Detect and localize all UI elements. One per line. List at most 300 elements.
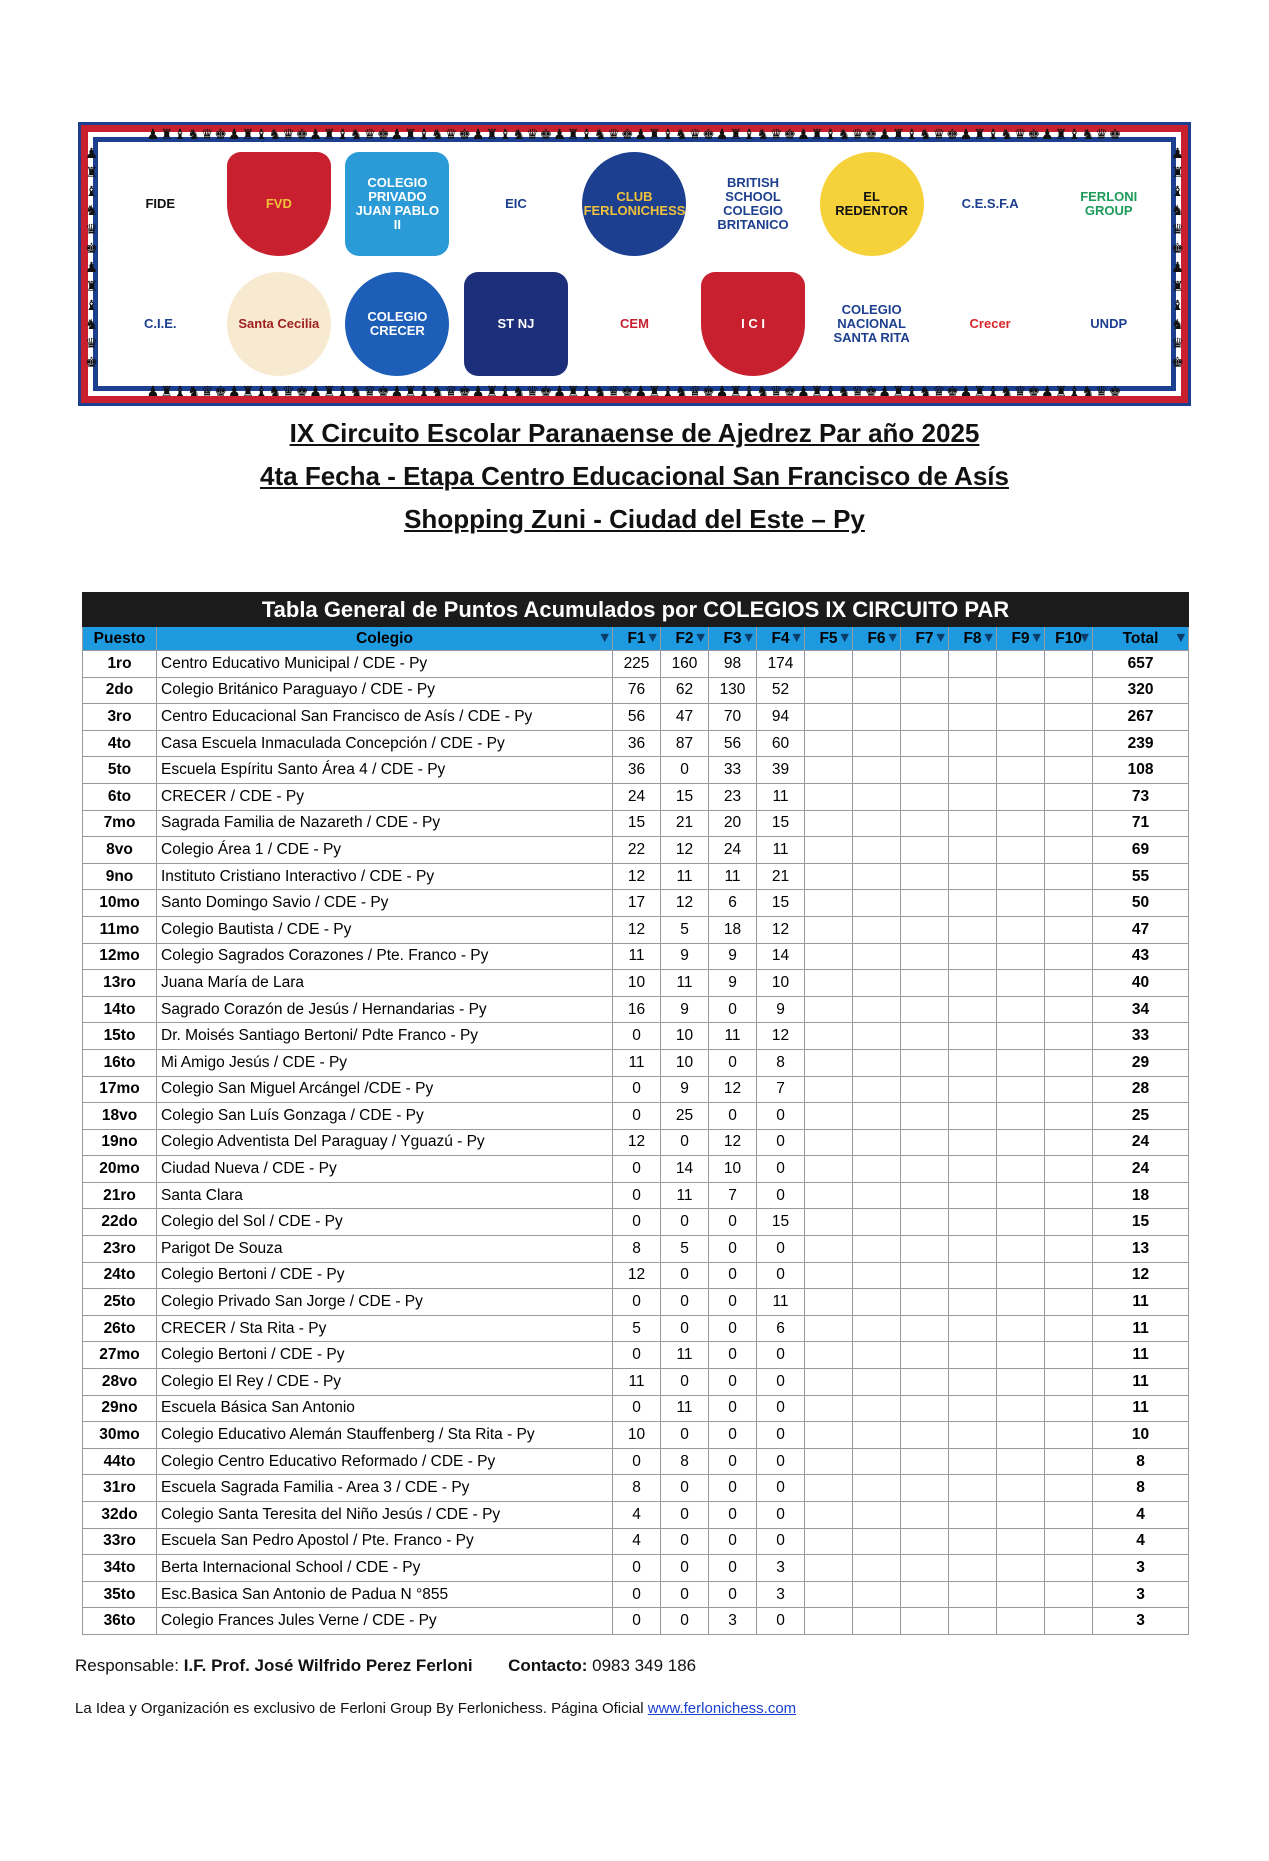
table-row — [83, 1103, 1189, 1130]
points-f2-cell: 11 — [661, 970, 709, 997]
column-header-f4[interactable] — [757, 627, 805, 651]
colegio-crecer-cde-logo — [342, 267, 453, 381]
points-f10-cell — [1045, 1608, 1093, 1635]
points-f6-cell — [853, 1049, 901, 1076]
points-f8-cell — [949, 1289, 997, 1316]
escuela-inmaculada-logo-text: EIC — [464, 152, 568, 256]
column-header-label: Colegio — [356, 629, 413, 647]
school-cell: Escuela Espíritu Santo Área 4 / CDE - Py — [157, 757, 613, 784]
points-f7-cell — [901, 651, 949, 678]
points-f1-cell: 0 — [613, 1076, 661, 1103]
santa-rita-logo — [816, 267, 927, 381]
table-row — [83, 890, 1189, 917]
points-f8-cell — [949, 1049, 997, 1076]
filter-dropdown-icon[interactable]: ▼ — [600, 631, 609, 644]
points-f7-cell — [901, 1502, 949, 1529]
rank-cell: 15to — [83, 1023, 157, 1050]
total-cell: 12 — [1093, 1262, 1189, 1289]
club-ferlonichess-logo-text: CLUB FERLONICHESS — [582, 152, 686, 256]
school-cell: Colegio Educativo Alemán Stauffenberg / Sta Rita - Py — [157, 1422, 613, 1449]
points-f9-cell — [997, 1395, 1045, 1422]
points-f4-cell: 3 — [757, 1581, 805, 1608]
juan-pablo-ii-logo — [342, 147, 453, 261]
points-f6-cell — [853, 1156, 901, 1183]
points-f1-cell: 0 — [613, 1342, 661, 1369]
column-header-f8[interactable] — [949, 627, 997, 651]
points-f7-cell — [901, 1103, 949, 1130]
total-cell: 108 — [1093, 757, 1189, 784]
points-f7-cell — [901, 757, 949, 784]
filter-dropdown-icon[interactable]: ▼ — [936, 631, 945, 644]
total-cell: 11 — [1093, 1315, 1189, 1342]
points-f9-cell — [997, 863, 1045, 890]
points-f8-cell — [949, 757, 997, 784]
points-f10-cell — [1045, 863, 1093, 890]
rank-cell: 21ro — [83, 1182, 157, 1209]
points-f2-cell: 11 — [661, 863, 709, 890]
points-f3-cell: 0 — [709, 1315, 757, 1342]
total-cell: 11 — [1093, 1369, 1189, 1396]
column-header-colegio[interactable] — [157, 627, 613, 651]
column-header-total[interactable] — [1093, 627, 1189, 651]
rank-cell: 8vo — [83, 837, 157, 864]
filter-dropdown-icon[interactable]: ▼ — [1176, 631, 1186, 644]
points-f10-cell — [1045, 704, 1093, 731]
fide-logo — [105, 147, 216, 261]
points-f3-cell: 70 — [709, 704, 757, 731]
table-row — [83, 1502, 1189, 1529]
points-f2-cell: 87 — [661, 730, 709, 757]
school-cell: Escuela Sagrada Familia - Area 3 / CDE - Py — [157, 1475, 613, 1502]
cie-logo-text: C.I.E. — [108, 272, 212, 376]
points-f5-cell — [805, 783, 853, 810]
santa-cecilia-logo — [224, 267, 335, 381]
column-header-label: F1 — [627, 629, 646, 647]
points-f8-cell — [949, 1555, 997, 1582]
points-f10-cell — [1045, 1315, 1093, 1342]
table-row — [83, 730, 1189, 757]
chess-pieces-border-bottom: ♟♜♝♞♛♚♟♜♝♞♛♚♟♜♝♞♛♚♟♜♝♞♛♚♟♜♝♞♛♚♟♜♝♞♛♚♟♜♝♞♛♚♟♜♝♞♛♚♟♜♝♞♛♚♟♜♝♞♛♚♟♜♝♞♛♚♟♜♝♞♛♚ — [146, 384, 1123, 400]
total-cell: 15 — [1093, 1209, 1189, 1236]
points-f5-cell — [805, 1103, 853, 1130]
points-f4-cell: 11 — [757, 783, 805, 810]
chess-pieces-border-top: ♟♜♝♞♛♚♟♜♝♞♛♚♟♜♝♞♛♚♟♜♝♞♛♚♟♜♝♞♛♚♟♜♝♞♛♚♟♜♝♞♛♚♟♜♝♞♛♚♟♜♝♞♛♚♟♜♝♞♛♚♟♜♝♞♛♚♟♜♝♞♛♚ — [146, 127, 1123, 143]
responsable-name: I.F. Prof. José Wilfrido Perez Ferloni — [183, 1656, 473, 1675]
points-f6-cell — [853, 1502, 901, 1529]
points-f5-cell — [805, 1581, 853, 1608]
table-row — [83, 810, 1189, 837]
total-cell: 3 — [1093, 1555, 1189, 1582]
rank-cell: 19no — [83, 1129, 157, 1156]
filter-dropdown-icon[interactable]: ▼ — [792, 631, 801, 644]
table-row — [83, 1608, 1189, 1635]
column-header-f10[interactable] — [1045, 627, 1093, 651]
school-cell: Juana María de Lara — [157, 970, 613, 997]
table-row — [83, 704, 1189, 731]
points-f4-cell: 60 — [757, 730, 805, 757]
rank-cell: 36to — [83, 1608, 157, 1635]
organization-note-text: La Idea y Organización es exclusivo de Ferloni Group By Ferlonichess. Página Oficial — [75, 1700, 644, 1717]
points-f3-cell: 0 — [709, 1555, 757, 1582]
points-f7-cell — [901, 1315, 949, 1342]
standings-body — [83, 651, 1189, 1635]
total-cell: 33 — [1093, 1023, 1189, 1050]
total-cell: 28 — [1093, 1076, 1189, 1103]
total-cell: 3 — [1093, 1581, 1189, 1608]
points-f5-cell — [805, 1528, 853, 1555]
column-header-label: F8 — [963, 629, 982, 647]
points-f7-cell — [901, 1608, 949, 1635]
total-cell: 47 — [1093, 916, 1189, 943]
column-header-puesto[interactable] — [83, 627, 157, 651]
total-cell: 73 — [1093, 783, 1189, 810]
points-f4-cell: 0 — [757, 1103, 805, 1130]
points-f6-cell — [853, 1555, 901, 1582]
points-f2-cell: 12 — [661, 837, 709, 864]
points-f7-cell — [901, 1156, 949, 1183]
points-f4-cell: 39 — [757, 757, 805, 784]
points-f2-cell: 14 — [661, 1156, 709, 1183]
table-row — [83, 1448, 1189, 1475]
points-f8-cell — [949, 1103, 997, 1130]
points-f6-cell — [853, 651, 901, 678]
points-f1-cell: 4 — [613, 1528, 661, 1555]
points-f3-cell: 0 — [709, 1289, 757, 1316]
table-row — [83, 863, 1189, 890]
column-header-label: F5 — [819, 629, 838, 647]
points-f2-cell: 0 — [661, 1289, 709, 1316]
points-f5-cell — [805, 1076, 853, 1103]
total-cell: 10 — [1093, 1422, 1189, 1449]
column-header-f2[interactable] — [661, 627, 709, 651]
points-f4-cell: 6 — [757, 1315, 805, 1342]
total-cell: 13 — [1093, 1236, 1189, 1263]
points-f8-cell — [949, 1156, 997, 1183]
points-f7-cell — [901, 1555, 949, 1582]
school-cell: Colegio Bertoni / CDE - Py — [157, 1342, 613, 1369]
british-school-logo — [698, 147, 809, 261]
points-f1-cell: 10 — [613, 1422, 661, 1449]
column-header-label: Puesto — [93, 629, 146, 647]
points-f1-cell: 12 — [613, 863, 661, 890]
rank-cell: 4to — [83, 730, 157, 757]
points-f7-cell — [901, 1395, 949, 1422]
points-f8-cell — [949, 1182, 997, 1209]
points-f6-cell — [853, 1315, 901, 1342]
points-f3-cell: 0 — [709, 1236, 757, 1263]
points-f10-cell — [1045, 1422, 1093, 1449]
points-f6-cell — [853, 943, 901, 970]
points-f10-cell — [1045, 1555, 1093, 1582]
school-cell: Colegio Bautista / CDE - Py — [157, 916, 613, 943]
points-f5-cell — [805, 970, 853, 997]
total-cell: 50 — [1093, 890, 1189, 917]
points-f6-cell — [853, 730, 901, 757]
points-f4-cell: 0 — [757, 1502, 805, 1529]
points-f1-cell: 76 — [613, 677, 661, 704]
points-f10-cell — [1045, 890, 1093, 917]
points-f8-cell — [949, 1528, 997, 1555]
points-f9-cell — [997, 1076, 1045, 1103]
rank-cell: 17mo — [83, 1076, 157, 1103]
points-f1-cell: 24 — [613, 783, 661, 810]
points-f6-cell — [853, 1182, 901, 1209]
points-f2-cell: 0 — [661, 1209, 709, 1236]
school-cell: Colegio Sagrados Corazones / Pte. Franco - Py — [157, 943, 613, 970]
points-f1-cell: 22 — [613, 837, 661, 864]
table-row — [83, 1129, 1189, 1156]
points-f8-cell — [949, 943, 997, 970]
points-f8-cell — [949, 1369, 997, 1396]
table-row — [83, 996, 1189, 1023]
points-f5-cell — [805, 1422, 853, 1449]
points-f5-cell — [805, 863, 853, 890]
total-cell: 25 — [1093, 1103, 1189, 1130]
points-f9-cell — [997, 810, 1045, 837]
points-f1-cell: 11 — [613, 1049, 661, 1076]
points-f3-cell: 11 — [709, 1023, 757, 1050]
points-f6-cell — [853, 704, 901, 731]
points-f6-cell — [853, 863, 901, 890]
points-f7-cell — [901, 1262, 949, 1289]
points-f4-cell: 12 — [757, 1023, 805, 1050]
points-f8-cell — [949, 730, 997, 757]
school-cell: Colegio Centro Educativo Reformado / CDE - Py — [157, 1448, 613, 1475]
column-header-f1[interactable] — [613, 627, 661, 651]
points-f1-cell: 11 — [613, 943, 661, 970]
points-f4-cell: 0 — [757, 1129, 805, 1156]
points-f8-cell — [949, 1315, 997, 1342]
points-f9-cell — [997, 1289, 1045, 1316]
column-header-f6[interactable] — [853, 627, 901, 651]
points-f6-cell — [853, 1342, 901, 1369]
points-f8-cell — [949, 837, 997, 864]
filter-dropdown-icon[interactable]: ▼ — [984, 631, 993, 644]
points-f2-cell: 160 — [661, 651, 709, 678]
points-f8-cell — [949, 1023, 997, 1050]
school-cell: Instituto Cristiano Interactivo / CDE - Py — [157, 863, 613, 890]
points-f7-cell — [901, 1448, 949, 1475]
responsable-line — [75, 1656, 696, 1676]
points-f7-cell — [901, 1289, 949, 1316]
points-f5-cell — [805, 1395, 853, 1422]
escuela-inmaculada-logo — [461, 147, 572, 261]
points-f5-cell — [805, 916, 853, 943]
points-f10-cell — [1045, 810, 1093, 837]
school-cell: Colegio San Miguel Arcángel /CDE - Py — [157, 1076, 613, 1103]
table-row — [83, 1555, 1189, 1582]
points-f8-cell — [949, 1395, 997, 1422]
column-header-label: F4 — [771, 629, 790, 647]
chess-pieces-border-right: ♟♜♝♞♛♚♟♜♝♞♛♚ — [1171, 146, 1184, 371]
points-f9-cell — [997, 783, 1045, 810]
points-f9-cell — [997, 890, 1045, 917]
column-header-f5[interactable] — [805, 627, 853, 651]
ici-logo — [698, 267, 809, 381]
points-f7-cell — [901, 996, 949, 1023]
filter-dropdown-icon[interactable]: ▼ — [744, 631, 753, 644]
column-header-f7[interactable] — [901, 627, 949, 651]
points-f9-cell — [997, 970, 1045, 997]
points-f1-cell: 12 — [613, 1262, 661, 1289]
points-f6-cell — [853, 1103, 901, 1130]
points-f3-cell: 56 — [709, 730, 757, 757]
points-f1-cell: 0 — [613, 1182, 661, 1209]
official-site-link[interactable]: www.ferlonichess.com — [647, 1700, 797, 1717]
points-f9-cell — [997, 1608, 1045, 1635]
column-header-f9[interactable] — [997, 627, 1045, 651]
rank-cell: 10mo — [83, 890, 157, 917]
points-f1-cell: 56 — [613, 704, 661, 731]
points-f7-cell — [901, 1369, 949, 1396]
school-cell: CRECER / CDE - Py — [157, 783, 613, 810]
school-cell: Colegio Británico Paraguayo / CDE - Py — [157, 677, 613, 704]
total-cell: 69 — [1093, 837, 1189, 864]
colegio-stnj-logo-text: ST NJ — [464, 272, 568, 376]
points-f10-cell — [1045, 1236, 1093, 1263]
filter-dropdown-icon[interactable]: ▼ — [648, 631, 657, 644]
points-f10-cell — [1045, 1076, 1093, 1103]
points-f10-cell — [1045, 1395, 1093, 1422]
points-f8-cell — [949, 810, 997, 837]
points-f9-cell — [997, 1342, 1045, 1369]
points-f10-cell — [1045, 1581, 1093, 1608]
school-cell: Escuela Básica San Antonio — [157, 1395, 613, 1422]
filter-dropdown-icon[interactable]: ▼ — [1080, 631, 1089, 644]
points-f10-cell — [1045, 837, 1093, 864]
points-f5-cell — [805, 1315, 853, 1342]
total-cell: 24 — [1093, 1129, 1189, 1156]
rank-cell: 26to — [83, 1315, 157, 1342]
points-f5-cell — [805, 704, 853, 731]
points-f3-cell: 0 — [709, 1049, 757, 1076]
filter-dropdown-icon[interactable]: ▼ — [696, 631, 705, 644]
points-f9-cell — [997, 1129, 1045, 1156]
school-cell: Colegio El Rey / CDE - Py — [157, 1369, 613, 1396]
table-row — [83, 677, 1189, 704]
cie-logo — [105, 267, 216, 381]
rank-cell: 30mo — [83, 1422, 157, 1449]
points-f6-cell — [853, 1448, 901, 1475]
total-cell: 40 — [1093, 970, 1189, 997]
points-f7-cell — [901, 863, 949, 890]
filter-dropdown-icon[interactable]: ▼ — [840, 631, 849, 644]
points-f3-cell: 7 — [709, 1182, 757, 1209]
points-f6-cell — [853, 1608, 901, 1635]
points-f1-cell: 16 — [613, 996, 661, 1023]
points-f6-cell — [853, 1581, 901, 1608]
ici-logo-text: I C I — [701, 272, 805, 376]
points-f5-cell — [805, 996, 853, 1023]
school-cell: Santa Clara — [157, 1182, 613, 1209]
points-f7-cell — [901, 730, 949, 757]
rank-cell: 11mo — [83, 916, 157, 943]
points-f9-cell — [997, 1369, 1045, 1396]
points-f9-cell — [997, 1182, 1045, 1209]
filter-dropdown-icon[interactable]: ▼ — [888, 631, 897, 644]
points-f8-cell — [949, 704, 997, 731]
points-f7-cell — [901, 1581, 949, 1608]
points-f7-cell — [901, 890, 949, 917]
points-f3-cell: 11 — [709, 863, 757, 890]
points-f6-cell — [853, 1262, 901, 1289]
school-cell: CRECER / Sta Rita - Py — [157, 1315, 613, 1342]
points-f8-cell — [949, 1502, 997, 1529]
points-f3-cell: 0 — [709, 1422, 757, 1449]
points-f6-cell — [853, 890, 901, 917]
points-f8-cell — [949, 677, 997, 704]
table-row — [83, 651, 1189, 678]
points-f1-cell: 12 — [613, 916, 661, 943]
points-f1-cell: 17 — [613, 890, 661, 917]
points-f10-cell — [1045, 1182, 1093, 1209]
points-f7-cell — [901, 916, 949, 943]
school-cell: Centro Educativo Municipal / CDE - Py — [157, 651, 613, 678]
school-cell: Escuela San Pedro Apostol / Pte. Franco - Py — [157, 1528, 613, 1555]
column-header-label: F9 — [1011, 629, 1030, 647]
points-f5-cell — [805, 730, 853, 757]
points-f9-cell — [997, 916, 1045, 943]
school-cell: Colegio Santa Teresita del Niño Jesús / CDE - Py — [157, 1502, 613, 1529]
points-f2-cell: 0 — [661, 757, 709, 784]
points-f4-cell: 3 — [757, 1555, 805, 1582]
column-header-f3[interactable] — [709, 627, 757, 651]
rank-cell: 32do — [83, 1502, 157, 1529]
points-f8-cell — [949, 1262, 997, 1289]
points-f9-cell — [997, 1502, 1045, 1529]
points-f3-cell: 0 — [709, 1209, 757, 1236]
points-f2-cell: 9 — [661, 943, 709, 970]
points-f5-cell — [805, 757, 853, 784]
total-cell: 11 — [1093, 1395, 1189, 1422]
santa-cecilia-logo-text: Santa Cecilia — [227, 272, 331, 376]
filter-dropdown-icon[interactable]: ▼ — [1032, 631, 1041, 644]
standings-table — [82, 592, 1189, 1635]
points-f7-cell — [901, 1528, 949, 1555]
points-f8-cell — [949, 1129, 997, 1156]
points-f4-cell: 0 — [757, 1422, 805, 1449]
points-f2-cell: 10 — [661, 1049, 709, 1076]
points-f2-cell: 0 — [661, 1608, 709, 1635]
school-cell: Colegio San Luís Gonzaga / CDE - Py — [157, 1103, 613, 1130]
school-cell: Colegio Adventista Del Paraguay / Yguazú - Py — [157, 1129, 613, 1156]
points-f3-cell: 3 — [709, 1608, 757, 1635]
school-cell: Colegio Frances Jules Verne / CDE - Py — [157, 1608, 613, 1635]
points-f10-cell — [1045, 1262, 1093, 1289]
school-cell: Ciudad Nueva / CDE - Py — [157, 1156, 613, 1183]
points-f8-cell — [949, 1209, 997, 1236]
rank-cell: 7mo — [83, 810, 157, 837]
points-f1-cell: 0 — [613, 1448, 661, 1475]
points-f9-cell — [997, 1555, 1045, 1582]
rank-cell: 9no — [83, 863, 157, 890]
points-f5-cell — [805, 1262, 853, 1289]
undp-logo-text: UNDP — [1057, 272, 1161, 376]
points-f7-cell — [901, 1049, 949, 1076]
table-title: Tabla General de Puntos Acumulados por COLEGIOS IX CIRCUITO PAR — [83, 593, 1189, 627]
cem-logo-text: CEM — [582, 272, 686, 376]
table-row — [83, 1262, 1189, 1289]
points-f4-cell: 52 — [757, 677, 805, 704]
points-f7-cell — [901, 1209, 949, 1236]
points-f5-cell — [805, 1236, 853, 1263]
total-cell: 55 — [1093, 863, 1189, 890]
points-f2-cell: 10 — [661, 1023, 709, 1050]
rank-cell: 13ro — [83, 970, 157, 997]
points-f6-cell — [853, 1289, 901, 1316]
table-row — [83, 1289, 1189, 1316]
points-f4-cell: 94 — [757, 704, 805, 731]
